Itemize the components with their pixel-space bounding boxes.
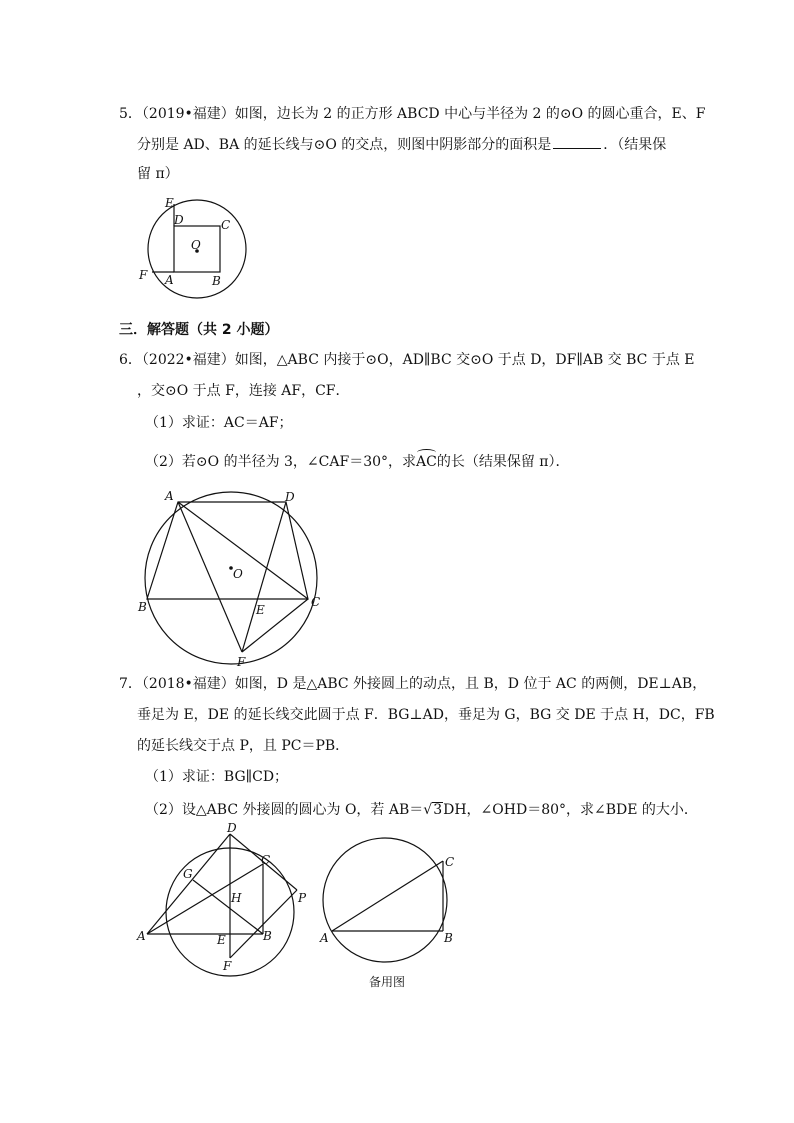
q6-label-E: E xyxy=(256,603,265,617)
q7-label-F: F xyxy=(223,959,232,973)
q5-label-C: C xyxy=(221,218,231,232)
q6-label-A: A xyxy=(165,489,174,503)
q5-line2-text: 分别是 AD、BA 的延长线与⊙O 的交点，则图中阴影部分的面积是 xyxy=(137,137,552,153)
q6-label-F: F xyxy=(237,655,246,669)
q7-label-A: A xyxy=(137,929,146,943)
q7-part2-tail: DH，∠OHD＝80°，求∠BDE 的大小． xyxy=(443,802,698,818)
q7-label-B: B xyxy=(263,929,272,943)
q6-label-D: D xyxy=(285,490,295,504)
q7-part1: （1）求证：BG∥CD； xyxy=(145,769,289,785)
q6-label-C: C xyxy=(311,595,321,609)
q5-line3: 留 π） xyxy=(137,166,179,182)
q7-line3: 的延长线交于点 P，且 PC＝PB． xyxy=(137,738,350,754)
q5-label-E: E xyxy=(165,196,174,210)
q5-line1: 5．（2019•福建）如图，边长为 2 的正方形 ABCD 中心与半径为 2 的⊙O 的圆心重合，E、F xyxy=(119,106,706,122)
arc-AC: AC xyxy=(416,454,437,470)
q5-line2 xyxy=(137,134,666,155)
q6-label-O: O xyxy=(233,567,243,581)
q7-label-C: C xyxy=(261,853,271,867)
q5-label-B: B xyxy=(212,274,221,288)
q7-figure-backup xyxy=(315,830,465,970)
q5-label-F: F xyxy=(139,268,148,282)
section-heading: 三．解答题（共 2 小题） xyxy=(119,322,279,338)
q6-part2-text: （2）若⊙O 的半径为 3，∠CAF＝30°，求 xyxy=(145,454,417,470)
q6-part2-tail: 的长（结果保留 π）． xyxy=(436,454,570,470)
q7-label-H: H xyxy=(231,891,242,905)
answer-blank xyxy=(553,134,601,149)
backup-figure-caption: 备用图 xyxy=(369,975,406,989)
q7-label-G: G xyxy=(183,867,193,881)
q6-label-B: B xyxy=(138,600,147,614)
q7-part2: （2）设△ABC 外接圆的圆心为 O，若 AB＝√3DH，∠OHD＝80°，求∠BDE 的大小． xyxy=(145,802,698,818)
q5-label-D: D xyxy=(174,213,184,227)
q7-backup-label-A: A xyxy=(320,931,329,945)
q7-backup-label-C: C xyxy=(445,855,455,869)
q7-line2: 垂足为 E，DE 的延长线交此圆于点 F．BG⊥AD，垂足为 G，BG 交 DE 于点 H，DC，FB xyxy=(137,707,715,723)
q6-line2: ，交⊙O 于点 F，连接 AF，CF． xyxy=(137,383,350,399)
q6-part1: （1）求证：AC＝AF； xyxy=(145,415,293,431)
sqrt-3: 3 xyxy=(433,802,443,818)
q7-label-E: E xyxy=(217,933,226,947)
q5-figure xyxy=(135,195,255,295)
q6-part2 xyxy=(145,452,570,472)
q7-line1: 7．（2018•福建）如图，D 是△ABC 外接圆上的动点，且 B，D 位于 AC 的两侧，DE⊥AB， xyxy=(119,676,707,692)
q5-label-O: O xyxy=(191,238,201,252)
q7-label-D: D xyxy=(227,821,237,835)
q7-label-P: P xyxy=(298,891,307,905)
q5-line2-tail: ．（结果保 xyxy=(603,137,667,153)
q7-part2-text: （2）设△ABC 外接圆的圆心为 O，若 AB＝ xyxy=(145,802,424,818)
q7-figure-main xyxy=(135,820,320,980)
q5-label-A: A xyxy=(165,273,174,287)
q6-figure xyxy=(135,485,335,670)
q6-line1: 6．（2022•福建）如图，△ABC 内接于⊙O，AD∥BC 交⊙O 于点 D，DF∥AB 交 BC 于点 E xyxy=(119,352,695,368)
q7-backup-label-B: B xyxy=(444,931,453,945)
